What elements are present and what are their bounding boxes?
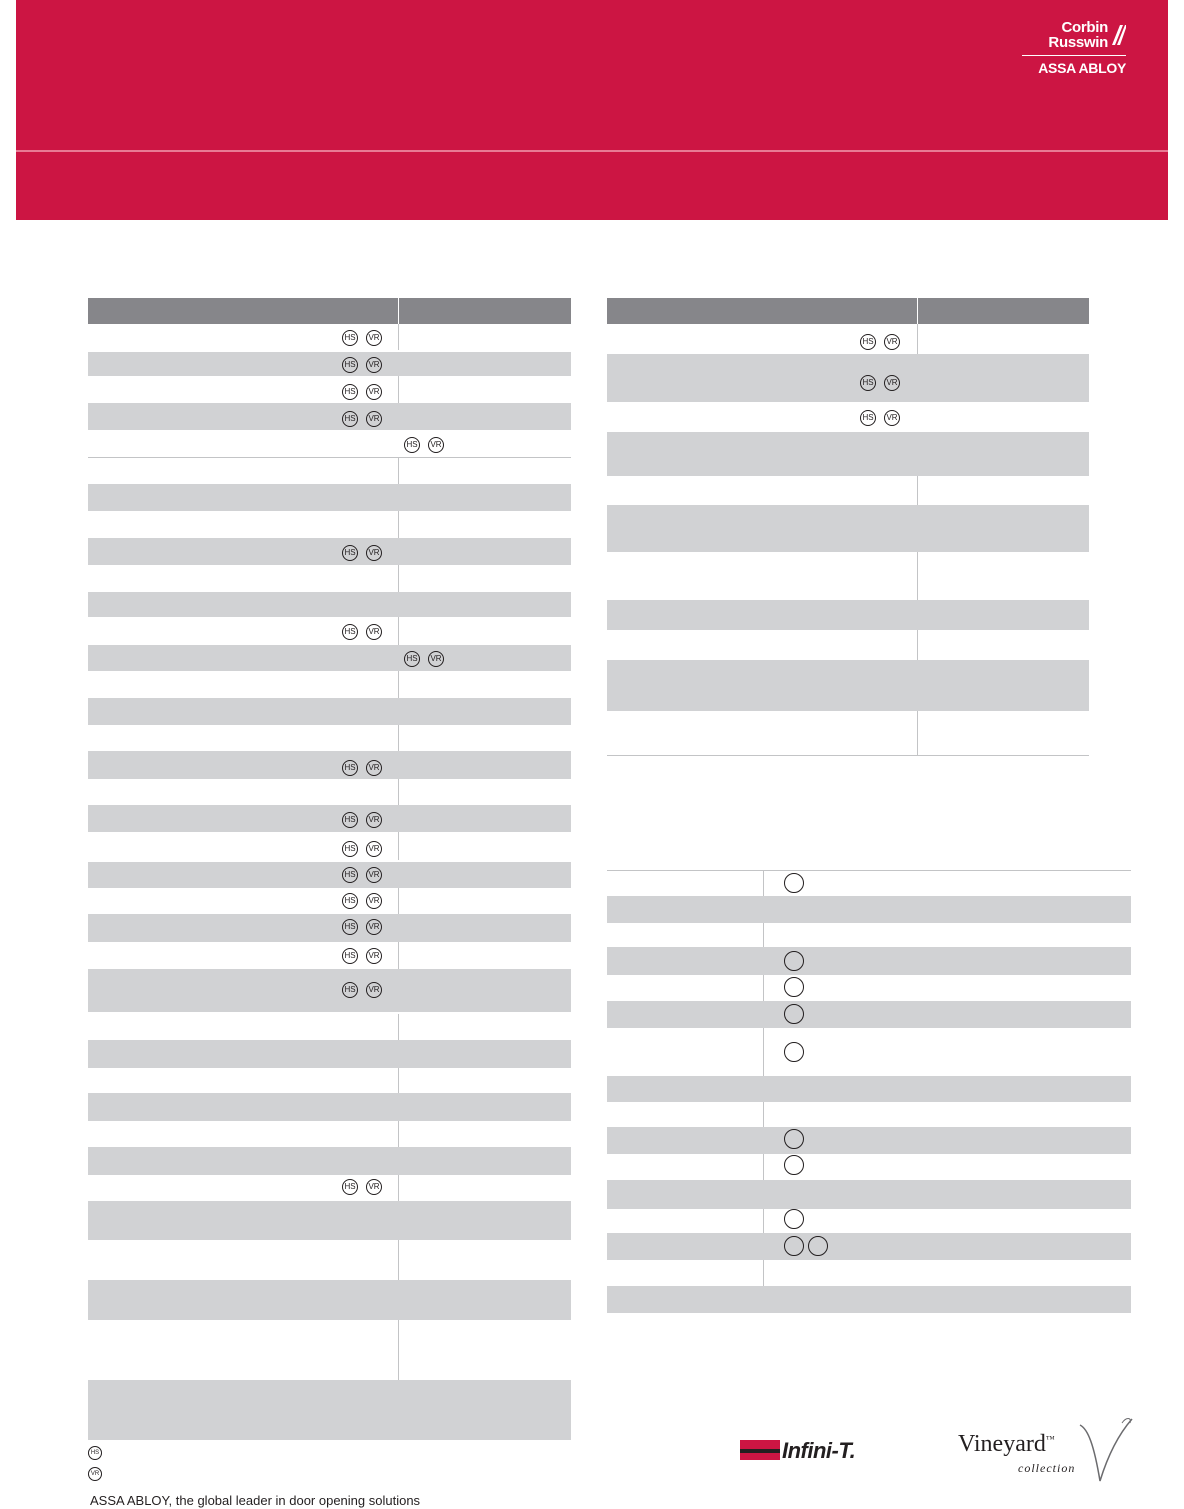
column-divider	[398, 511, 399, 538]
column-divider	[763, 1028, 764, 1076]
vr-badge: VR	[366, 624, 382, 640]
empty-circle-icon	[784, 1209, 804, 1229]
infini-t-logo	[740, 1438, 910, 1463]
column-divider	[398, 376, 399, 403]
table-row	[88, 352, 571, 376]
table-row	[88, 484, 571, 511]
column-divider	[763, 923, 764, 947]
hs-badge: HS	[342, 357, 358, 373]
table-row	[607, 552, 1089, 600]
empty-circle-icon	[784, 951, 804, 971]
legend-hs-badge: HS	[88, 1446, 102, 1460]
column-divider	[398, 617, 399, 645]
hs-badge: HS	[342, 948, 358, 964]
empty-circle-icon	[784, 1236, 804, 1256]
column-divider	[763, 975, 764, 1001]
table-row	[607, 1028, 1131, 1076]
table-row	[88, 617, 571, 645]
hs-badge: HS	[342, 812, 358, 828]
vr-badge: VR	[884, 375, 900, 391]
vr-badge: VR	[428, 651, 444, 667]
logo-rule	[1022, 55, 1126, 56]
table-row	[607, 1209, 1131, 1233]
table-row	[88, 458, 571, 484]
vineyard-trademark: ™	[1045, 1434, 1055, 1444]
hs-badge: HS	[342, 384, 358, 400]
column-divider	[917, 324, 918, 354]
table-row	[607, 660, 1089, 711]
vineyard-collection-logo	[958, 1415, 1138, 1485]
header-banner	[16, 0, 1168, 220]
column-divider	[398, 725, 399, 751]
table-row	[88, 1068, 571, 1093]
table-row	[88, 324, 571, 350]
table-row	[607, 711, 1089, 755]
column-divider	[398, 832, 399, 860]
hs-badge: HS	[342, 841, 358, 857]
hs-badge: HS	[342, 867, 358, 883]
table-row	[88, 538, 571, 565]
vr-badge: VR	[366, 812, 382, 828]
empty-circle-icon	[808, 1236, 828, 1256]
column-divider	[398, 942, 399, 969]
hs-badge: HS	[860, 375, 876, 391]
table-row	[88, 698, 571, 725]
column-divider	[763, 1154, 764, 1180]
hs-badge: HS	[342, 545, 358, 561]
column-divider	[398, 888, 399, 914]
vr-badge: VR	[366, 545, 382, 561]
footer-tagline: ASSA ABLOY, the global leader in door opening solutions	[90, 1493, 421, 1508]
column-divider	[398, 1068, 399, 1093]
column-divider	[398, 1240, 399, 1280]
column-divider	[398, 1175, 399, 1201]
hs-badge: HS	[860, 334, 876, 350]
table-row	[88, 888, 571, 914]
table-row	[88, 779, 571, 805]
vr-badge: VR	[366, 384, 382, 400]
table-row	[607, 1286, 1131, 1313]
table-row	[88, 565, 571, 592]
table-row	[607, 975, 1131, 1001]
table-row	[88, 1147, 571, 1175]
vineyard-word: Vineyard	[958, 1431, 1046, 1457]
table-row	[607, 354, 1089, 402]
table-row	[607, 476, 1089, 505]
table-row	[88, 969, 571, 1012]
table-row	[88, 1201, 571, 1240]
table-row	[88, 942, 571, 969]
table-row	[88, 1175, 571, 1201]
right-top-table-header	[607, 298, 1089, 324]
table-row	[88, 1121, 571, 1147]
vr-badge: VR	[366, 982, 382, 998]
table-row	[607, 923, 1131, 947]
left-table-header	[88, 298, 571, 324]
vr-badge: VR	[366, 760, 382, 776]
empty-circle-icon	[784, 1042, 804, 1062]
infini-t-stripe	[740, 1449, 780, 1453]
column-divider	[917, 476, 918, 505]
table-row	[88, 1280, 571, 1320]
table-row	[607, 324, 1089, 354]
vr-badge: VR	[428, 437, 444, 453]
column-divider	[917, 552, 918, 600]
table-row	[88, 914, 571, 942]
table-row	[607, 1260, 1131, 1286]
table-row	[88, 751, 571, 779]
vineyard-v-mark-icon	[1078, 1415, 1134, 1485]
empty-circle-icon	[784, 1129, 804, 1149]
table-row	[607, 1001, 1131, 1028]
vr-badge: VR	[366, 893, 382, 909]
hs-badge: HS	[342, 893, 358, 909]
corbin-russwin-logo	[1016, 20, 1126, 80]
table-row	[607, 402, 1089, 432]
right-top-table	[607, 298, 1089, 756]
table-row	[88, 511, 571, 538]
hs-badge: HS	[342, 919, 358, 935]
table-row	[88, 862, 571, 888]
vr-badge: VR	[366, 411, 382, 427]
logo-line-2: Russwin	[1048, 34, 1108, 51]
column-divider	[398, 1121, 399, 1147]
hs-badge: HS	[404, 651, 420, 667]
table-row	[88, 1014, 571, 1040]
hs-badge: HS	[342, 982, 358, 998]
vr-badge: VR	[366, 867, 382, 883]
empty-circle-icon	[784, 1004, 804, 1024]
column-divider	[398, 565, 399, 592]
column-divider	[398, 779, 399, 805]
table-bottom-rule	[607, 755, 1089, 756]
table-row	[88, 376, 571, 403]
empty-circle-icon	[784, 977, 804, 997]
column-divider	[917, 711, 918, 755]
left-table	[88, 298, 571, 1440]
table-row	[88, 832, 571, 860]
hs-badge: HS	[342, 760, 358, 776]
right-bottom-table	[607, 870, 1131, 1313]
hs-badge: HS	[342, 624, 358, 640]
column-divider	[763, 871, 764, 896]
table-row	[88, 592, 571, 617]
vr-badge: VR	[366, 357, 382, 373]
table-row	[607, 1076, 1131, 1102]
infini-t-wordmark: Infini-T.	[782, 1438, 856, 1463]
legend-vr-badge: VR	[88, 1467, 102, 1481]
table-row	[88, 430, 571, 458]
table-row	[88, 1240, 571, 1280]
column-divider	[398, 1014, 399, 1040]
column-divider	[763, 1209, 764, 1233]
hs-badge: HS	[342, 411, 358, 427]
hs-badge: HS	[860, 410, 876, 426]
right-top-table-column-divider	[917, 298, 918, 324]
left-table-column-divider	[398, 298, 399, 324]
table-row	[88, 1093, 571, 1121]
table-row	[88, 1320, 571, 1380]
column-divider	[763, 1260, 764, 1286]
vr-badge: VR	[366, 1179, 382, 1195]
column-divider	[763, 1102, 764, 1127]
vineyard-subtitle: collection	[1018, 1461, 1076, 1475]
hs-badge: HS	[342, 1179, 358, 1195]
table-row	[607, 1127, 1131, 1154]
vr-badge: VR	[366, 841, 382, 857]
table-row	[88, 671, 571, 698]
table-row	[607, 600, 1089, 630]
table-row	[607, 1102, 1131, 1127]
vr-badge: VR	[366, 948, 382, 964]
table-row	[607, 1180, 1131, 1209]
logo-line-3: ASSA ABLOY	[1038, 60, 1126, 76]
logo-stripes-icon	[1110, 25, 1126, 45]
table-row	[607, 505, 1089, 552]
empty-circle-icon	[784, 1155, 804, 1175]
table-row	[88, 1380, 571, 1440]
column-divider	[398, 324, 399, 350]
vr-badge: VR	[884, 334, 900, 350]
table-row	[607, 630, 1089, 660]
table-row	[88, 1040, 571, 1068]
vineyard-wordmark	[958, 1431, 1055, 1458]
table-row	[607, 432, 1089, 476]
table-row	[88, 805, 571, 832]
column-divider	[917, 630, 918, 660]
column-divider	[398, 458, 399, 484]
table-row	[607, 871, 1131, 896]
table-row	[607, 1154, 1131, 1180]
table-row	[607, 1233, 1131, 1260]
logo-line-1: Corbin	[1061, 19, 1108, 36]
table-row	[88, 645, 571, 671]
table-row	[607, 947, 1131, 975]
table-row	[607, 896, 1131, 923]
table-row	[88, 725, 571, 751]
hs-badge: HS	[404, 437, 420, 453]
hs-badge: HS	[342, 330, 358, 346]
vr-badge: VR	[884, 410, 900, 426]
empty-circle-icon	[784, 873, 804, 893]
column-divider	[398, 1320, 399, 1380]
banner-divider	[16, 150, 1168, 152]
table-row	[88, 403, 571, 430]
column-divider	[398, 671, 399, 698]
vr-badge: VR	[366, 330, 382, 346]
vr-badge: VR	[366, 919, 382, 935]
